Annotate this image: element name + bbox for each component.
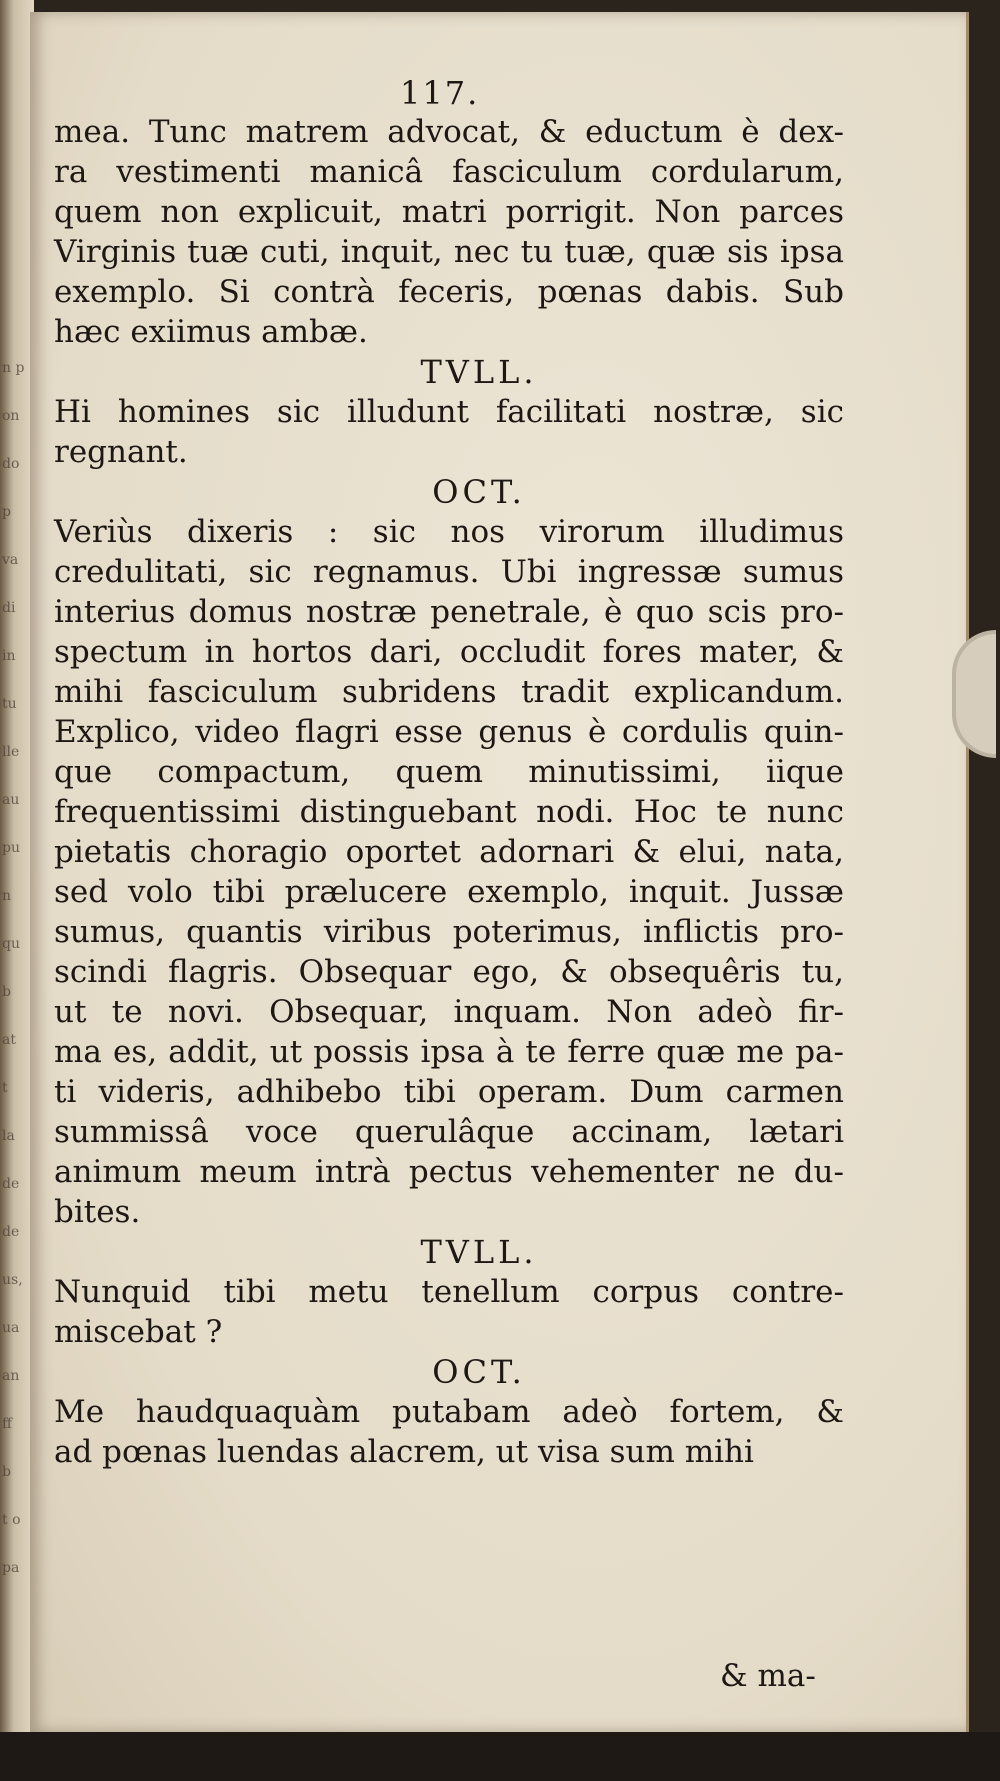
text-line: bites. xyxy=(54,1194,141,1230)
gutter-fragment: la xyxy=(2,1128,15,1144)
gutter-fragment: de xyxy=(2,1224,20,1240)
gutter-fragment: ff xyxy=(2,1416,12,1432)
speaker-label: OCT. xyxy=(432,473,526,511)
text-line: spectum in hortos dari, occludit fores mater, & xyxy=(54,634,844,670)
text-line: frequentissimi distinguebant nodi. Hoc te nunc xyxy=(54,794,844,830)
gutter-fragment: ua xyxy=(2,1320,20,1336)
gutter-fragment: do xyxy=(2,456,20,472)
text-line: Nunquid tibi metu tenellum corpus contre- xyxy=(54,1274,844,1310)
gutter-fragment: t xyxy=(2,1080,8,1096)
gutter-fragment: in xyxy=(2,648,16,664)
text-line: animum meum intrà pectus vehementer ne du- xyxy=(54,1154,844,1190)
gutter-fragment: at xyxy=(2,1032,16,1048)
text-line: que compactum, quem minutissimi, iique xyxy=(54,754,844,790)
text-line: summissâ voce querulâque accinam, lætari xyxy=(54,1114,844,1150)
gutter-fragment: pu xyxy=(2,840,20,856)
text-line: ra vestimenti manicâ fasciculum cordularum, xyxy=(54,154,844,190)
page-number: 117. xyxy=(400,74,480,112)
gutter-fragment: t o xyxy=(2,1512,21,1528)
gutter-fragment: us, xyxy=(2,1272,23,1288)
text-line: mihi fasciculum subridens tradit explicandum. xyxy=(54,674,844,710)
text-line: Virginis tuæ cuti, inquit, nec tu tuæ, quæ sis ipsa xyxy=(54,234,844,270)
text-line: ma es, addit, ut possis ipsa à te ferre quæ me pa- xyxy=(54,1034,844,1070)
gutter-fragment: qu xyxy=(2,936,20,952)
text-line: mea. Tunc matrem advocat, & eductum è dex- xyxy=(54,114,844,150)
speaker-label: TVLL. xyxy=(420,353,538,391)
gutter-fragment: tu xyxy=(2,696,17,712)
gutter-fragment: an xyxy=(2,1368,20,1384)
text-line: miscebat ? xyxy=(54,1314,223,1350)
text-line: ad pœnas luendas alacrem, ut visa sum mihi xyxy=(54,1434,754,1470)
book-bottom-edge xyxy=(0,1732,1000,1781)
gutter-fragment: di xyxy=(2,600,16,616)
gutter-fragment: b xyxy=(2,1464,11,1480)
gutter-fragment: pa xyxy=(2,1560,20,1576)
text-line: scindi flagris. Obsequar ego, & obsequêris tu, xyxy=(54,954,844,990)
text-line: hæc exiimus ambæ. xyxy=(54,314,368,350)
gutter-fragment: lle xyxy=(2,744,20,760)
text-line: regnant. xyxy=(54,434,188,470)
gutter-fragment: va xyxy=(2,552,19,568)
gutter-fragment: de xyxy=(2,1176,20,1192)
speaker-label: OCT. xyxy=(432,1353,526,1391)
text-line: pietatis choragio oportet adornari & elui, nata, xyxy=(54,834,844,870)
gutter-fragment: p xyxy=(2,504,11,520)
text-line: interius domus nostræ penetrale, è quo scis pro- xyxy=(54,594,844,630)
text-line: credulitati, sic regnamus. Ubi ingressæ sumus xyxy=(54,554,844,590)
gutter-fragment: b xyxy=(2,984,11,1000)
catchword: & ma- xyxy=(720,1658,816,1694)
gutter-fragment: n p xyxy=(2,360,25,376)
gutter-fragment: n xyxy=(2,888,12,904)
text-line: sumus, quantis viribus poterimus, inflictis pro- xyxy=(54,914,844,950)
gutter-fragment: on xyxy=(2,408,20,424)
text-line: Me haudquaquàm putabam adeò fortem, & xyxy=(54,1394,844,1430)
speaker-label: TVLL. xyxy=(420,1233,538,1271)
text-line: sed volo tibi prælucere exemplo, inquit. Jussæ xyxy=(54,874,844,910)
text-line: Hi homines sic illudunt facilitati nostræ, sic xyxy=(54,394,844,430)
book-page xyxy=(30,12,969,1732)
text-line: Explico, video flagri esse genus è cordulis quin- xyxy=(54,714,844,750)
text-line: ut te novi. Obsequar, inquam. Non adeò fir- xyxy=(54,994,844,1030)
text-line: exemplo. Si contrà feceris, pœnas dabis. Sub xyxy=(54,274,844,310)
gutter-fragment: au xyxy=(2,792,20,808)
text-line: ti videris, adhibebo tibi operam. Dum carmen xyxy=(54,1074,844,1110)
text-line: quem non explicuit, matri porrigit. Non parces xyxy=(54,194,844,230)
text-line: Veriùs dixeris : sic nos virorum illudimus xyxy=(54,514,844,550)
page-text xyxy=(54,112,844,1472)
